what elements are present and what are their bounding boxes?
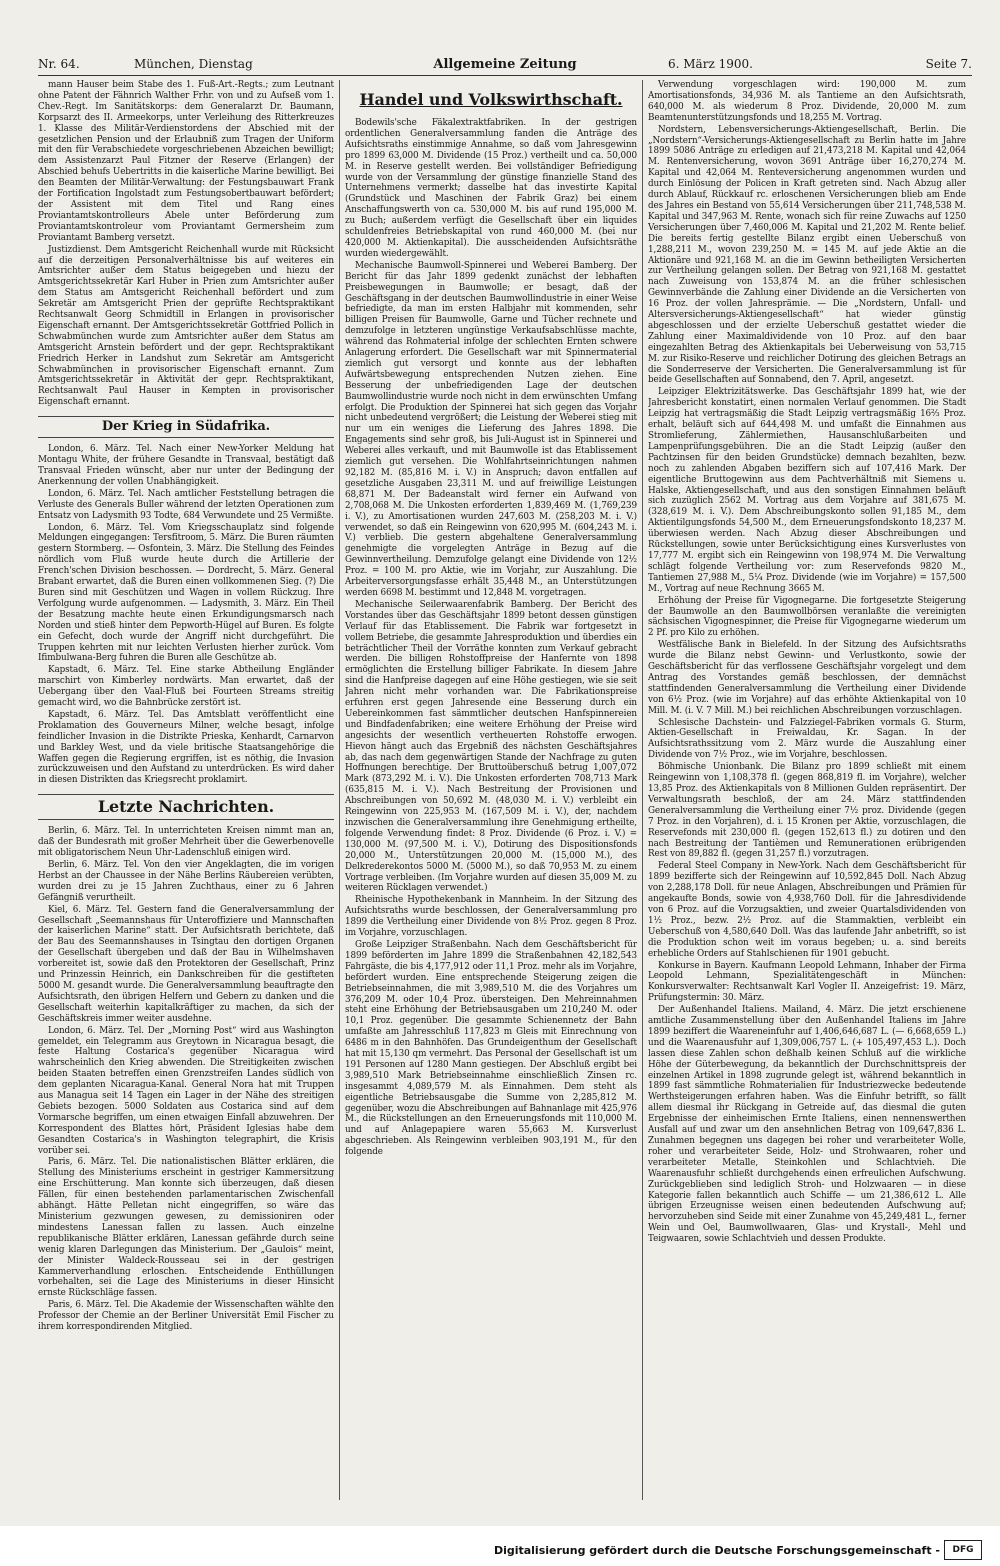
issue-date: 6. März 1900. xyxy=(668,57,753,71)
news-item: Böhmische Unionbank. Die Bilanz pro 1899 schließt mit einem Reingewinn von 1,108,378 fl. (gegen 868,819 fl. im Vorjahre), welcher 13,85 Proz. des Aktienkapitals von 8 Millionen Gulden repräsentirt. Der Verwaltungsrath beschloß, der am 24. März stattfindenden Generalversammlung die Vertheilung einer 7½ proz. Dividende (gegen 7 Proz. in den Vorjahren), d. i. 15 Kronen per Aktie, vorzuschlagen, die Reservefonds mit 230,000 fl. (gegen 152,613 fl.) zu dotiren und den nach Bestreitung der Tantièmen und Remunerationen erübrigenden Rest von 89,882 fl. (gegen 31,257 fl.) vorzutragen. xyxy=(648,762,966,860)
dfg-logo: DFG xyxy=(944,1540,982,1560)
news-item: London, 6. März. Tel. Der „Morning Post“ wird aus Washington gemeldet, ein Telegramm aus Greytown in Nicaragua besagt, die feste Haltung Costarica's gegenüber Nicaragua wird wahrscheinlich den Krieg abwenden. Die Streitigkeiten zwischen beiden Staaten betreffen einen Grenzstreifen Landes südlich von dem geplanten Nicaragua-Kanal. General Nora hat mit Truppen aus Managua seit 14 Tagen ein Lager in der Nähe des streitigen Gebiets bezogen. 5000 Soldaten aus Costarica sind auf dem Vormarsche begriffen, um einen etwaigen Einfall abzuwehren. Der Korrespondent des Blattes hört, Präsident Iglesias habe dem Gesandten Costarica's in Washington telegraphirt, die Krisis vorüber sei. xyxy=(38,1025,334,1156)
column-1 xyxy=(38,80,334,1500)
section-heading-letzte: Letzte Nachrichten. xyxy=(38,794,334,820)
news-item: Schlesische Dachstein- und Falzziegel-Fabriken vormals G. Sturm, Aktien-Gesellschaft in Freiwaldau, Kr. Sagan. In der Aufsichtsrathssitzung vom 2. März wurde die Auszahlung einer Dividende von 7½ Proz., wie im Vorjahre, beschlossen. xyxy=(648,717,966,761)
news-item: Erhöhung der Preise für Vigognegarne. Die fortgesetzte Steigerung der Baumwolle an den Baumwollbörsen veranlaßte die vereinigten sächsischen Vigognespinner, die Preise für Vigognegarne wiederum um 2 Pf. pro Kilo zu erhöhen. xyxy=(648,595,966,639)
news-item: Paris, 6. März. Tel. Die Akademie der Wissenschaften wählte den Professor der Chemie an der Berliner Universität Emil Fischer zu ihrem korrespondirenden Mitglied. xyxy=(38,1300,334,1333)
digitization-footer xyxy=(0,1526,1000,1566)
page-header xyxy=(38,55,972,76)
news-item: Große Leipziger Straßenbahn. Nach dem Geschäftsbericht für 1899 beförderten im Jahre 1899 die Straßenbahnen 42,182,543 Fahrgäste, die bis 4,177,912 oder 11,1 Proz. mehr als im Vorjahre, befördert wurden. Eine entsprechende Steigerung zeigen die Betriebseinnahmen, die mit 3,989,510 M. die des Vorjahres um 376,209 M. oder 10,4 Proz. übersteigen. Den Mehreinnahmen steht eine Erhöhung der Betriebsausgaben um 210,240 M. oder 10,1 Proz. gegenüber. Die gesammte Schienennetz der Bahn umfaßte am Jahresschluß 117,823 m Gleis mit Einrechnung von 6486 m in den Bahnhöfen. Das Grundeigenthum der Gesellschaft hat mit 15,130 qm vermehrt. Das Personal der Gesellschaft ist um 191 Personen auf 1280 Mann gestiegen. Der Abschluß ergibt bei 3,989,510 Mark Betriebseinnahme einschließlich Zinsen rc. insgesammt 4,089,579 M. als Einnahmen. Dem steht als eigentliche Betriebsausgabe die Summe von 2,285,812 M. gegenüber, wozu die Abschreibungen auf Bahnanlage mit 425,976 M., die Rückstellungen an den Erneuerungsfonds mit 110,000 M. und auf Anlagepapiere waren 55,663 M. Kursverlust abgeschrieben. Als Reingewinn verbleiben 903,191 M., für den folgende xyxy=(345,939,637,1158)
article-paragraph: mann Hauser beim Stabe des 1. Fuß-Art.-Regts.; zum Leutnant ohne Patent der Fähnrich Walther Frhr. von und zu Aufseß vom 1. Chev.-Regt. Im Sanitätskorps: dem Generalarzt Dr. Baumann, Korpsarzt des II. Armeekorps, unter Verleihung des Ritterkreuzes 1. Klasse des Militär-Verdienstordens der Abschied mit der gesetzlichen Pension und der Erlaubniß zum Tragen der Uniform mit den für Verabschiedete vorgeschriebenen Abzeichen bewilligt; dem Assistenzarzt Paul Fitzner der Reserve (Erlangen) der Abschied behufs Uebertritts in die kaiserliche Marine bewilligt. Bei den Beamten der Militär-Verwaltung: der Festungsbauwart Frank der Fortification Ingolstadt zum Festungsobertbauwart befördert; der Assistent mit dem Titel und Rang eines Proviantamtskontrolleurs Abele unter Beförderung zum Proviantamtskontroleur vom Proviantamt Germersheim zum Proviantamt Bamberg versetzt. xyxy=(38,80,334,243)
column-2 xyxy=(345,80,637,1500)
news-item: Federal Steel Company in New-York. Nach dem Geschäftsbericht für 1899 bezifferte sich der Reingewinn auf 10,592,845 Doll. Nach Abzug von 2,288,178 Doll. für neue Anlagen, Abschreibungen und Prämien für angekaufte Bonds, sowie von 4,938,760 Doll. für die Jahresdividende von 6 Proz. auf die Vorzugsaktien, und zweier Quartalsdividenden von 1½ Proz., bezw. 2½ Proz. auf die Stammaktien, verbleibt ein Ueberschuß von 4,580,640 Doll. Was das laufende Jahr anbetrifft, so ist die Produktion schon weit im voraus begeben; u. a. sind bereits erhebliche Orders auf Stahlschienen für 1901 gebucht. xyxy=(648,861,966,959)
news-item: Bodewils'sche Fäkalextraktfabriken. In der gestrigen ordentlichen Generalversammlung fanden die Anträge des Aufsichtsraths einstimmige Annahme, so daß vom Jahresgewinn pro 1899 63,000 M. Dividende (15 Proz.) vertheilt und ca. 50,000 M. in Reserve gestellt werden. Bei vollständiger Befriedigung wurde von der Versammlung der günstige finanzielle Stand des Unternehmens vermerkt; dasselbe hat das investirte Kapital (Grundstück und Maschinen der Fabrik Graz) bei einem Anschaffungswerth von ca. 530,000 M. bis auf rund 195,000 M. zu Buch; außerdem verfügt die Gesellschaft über ein liquides schuldenfreies Betriebskapital von rund 460,000 M. (bei nur 420,000 M. Aktienkapital). Die ausscheidenden Aufsichtsräthe wurden wiedergewählt. xyxy=(345,118,637,259)
news-item: Kapstadt, 6. März. Tel. Das Amtsblatt veröffentlicht eine Proklamation des Gouverneurs Milner, welche besagt, infolge feindlicher Invasion in die Distrikte Prieska, Kenhardt, Carnarvon und Barkley West, und da viele britische Staatsangehörige die Waffen gegen die Regierung ergriffen, ist es nöthig, die Invasion zurückzuweisen und den Aufstand zu unterdrücken. Es wird daher in diesen Distrikten das Kriegsrecht proklamirt. xyxy=(38,709,334,786)
news-item: London, 6. März. Tel. Nach amtlicher Feststellung betragen die Verluste des Generals Buller während der letzten Operationen zum Entsatz von Ladysmith 93 Todte, 684 Verwundete und 25 Vermißte. xyxy=(38,488,334,521)
news-item: Kiel, 6. März. Tel. Gestern fand die Generalversammlung der Gesellschaft „Seemannshaus für Unteroffiziere und Mannschaften der kaiserlichen Marine“ statt. Der Aufsichtsrath berichtete, daß der Bau des Seemannshauses in Tsingtau den dortigen Organen der Gesellschaft übergeben und daß der Bau in Wilhelmshaven vorbereitet ist, sowie daß den Protektoren der Gesellschaft, Prinz und Prinzessin Heinrich, ein Dankschreiben für die gestifteten 5000 M. gesandt wurde. Die Generalversammlung beauftragte den Aufsichtsrath, den übrigen Helfern und Gebern zu danken und die Gesellschaft weiterhin kapitalkräftiger zu machen, da sich der Geschäftskreis immer weiter ausdehne. xyxy=(38,904,334,1024)
news-item: Paris, 6. März. Tel. Die nationalistischen Blätter erklären, die Stellung des Ministeriums erscheint in gestriger Kammersitzung eine Erschütterung. Man konnte sich überzeugen, daß diesen Fällen, für einen bestehenden parlamentarischen Zwischenfall abhängt. Hätte Pelletan nicht eingegriffen, so wäre das Ministerium gezwungen gewesen, zu demissioniren oder mindestens Lanessan fallen zu lassen. Auch einzelne republikanische Blätter erklären, Lanessan gefährde durch seine wenig klaren Darlegungen das Ministerium. Der „Gaulois“ meint, der Minister Waldeck-Rousseau sei in der gestrigen Kammerverhandlung erloschen. Entscheidende Enthüllungen vorbehalten, sei die Lage des Ministeriums in dieser Hinsicht ernste Rückschläge fassen. xyxy=(38,1157,334,1299)
news-item: Der Außenhandel Italiens. Mailand, 4. März. Die jetzt erschienene amtliche Zusammenstellung über den Außenhandel Italiens im Jahre 1899 beziffert die Waareneinfuhr auf 1,406,646,687 L. (— 6,668,659 L.) und die Waarenausfuhr auf 1,309,006,757 L. (+ 105,497,453 L.). Doch lassen diese Zahlen schon deßhalb keinen Schluß auf die wirkliche Höhe der Güterbewegung, da bekanntlich der Durchschnittspreis der einzelnen Artikel in 1898 zugrunde gelegt ist, während bekanntlich in 1899 fast sämmtliche Rohmaterialien für Industriezwecke bedeutende Werthsteigerungen erfahren haben. Was die Einfuhr betrifft, so fällt allem diesmal ihr Rückgang in Getreide auf, das diesmal die guten Ergebnisse der einheimischen Ernte Italiens, einen nennenswerthen Ausfall auf und zwar um den ansehnlichen Betrag von 109,647,836 L. Zunahmen begegnen uns dagegen bei roher und verarbeiteter Wolle, roher und verarbeiteter Seide, Holz- und Strohwaaren, roher und verarbeiteter Metalle, Steinkohlen und Schlachtvieh. Die Waarenausfuhr schließt durchgehends einen erfreulichen Aufschwung. Zurückgeblieben sind lediglich Stroh- und Holzwaaren — in diese Kategorie fallen bekanntlich auch Schiffe — um 21,386,612 L. Alle übrigen Erzeugnisse weisen einen bedeutenden Aufschwung auf; hervorzuheben sind Seide mit einer Zunahme von 45,249,481 L., ferner Wein und Oel, Baumwollwaaren, Glas- und Krystall-, Mehl und Teigwaaren, sowie Schlachtvieh und dessen Produkte. xyxy=(648,1005,966,1245)
issue-number: Nr. 64. xyxy=(38,57,80,71)
article-paragraph: Justizdienst. Dem Amtsgericht Reichenhall wurde mit Rücksicht auf die derzeitigen Personalverhältnisse bis auf weiteres ein Amtsrichter außer dem Status beigegeben und hiezu der Amtsgerichtssekretär Karl Huber in Prien zum Amtsrichter außer dem Status am Amtsgericht Reichenhall befördert und zum Sekretär am Amtsgericht Prien der geprüfte Rechtspraktikant Rechtsanwalt Georg Schmidtill in Erlangen in provisorischer Eigenschaft ernannt. Der Amtsgerichtssekretär Gottfried Pollich in Schwabmünchen wurde zum Amtsrichter außer dem Status am Amtsgericht Arnstein befördert und der gepr. Rechtspraktikant Friedrich Herker in Landshut zum Sekretär am Amtsgericht Schwabmünchen in provisorischer Eigenschaft ernannt. Zum Amtsgerichtssekretär in Aktivität der gepr. Rechtspraktikant, Rechtsanwalt Paul Hauser in Kempten in provisorischer Eigenschaft ernannt. xyxy=(38,244,334,408)
news-item: Berlin, 6. März. Tel. In unterrichteten Kreisen nimmt man an, daß der Bundesrath mit großer Mehrheit über die Gewerbenovelle mit obligatorischem Neun Uhr-Ladenschluß einigen wird. xyxy=(38,826,334,859)
news-item: Kapstadt, 6. März. Tel. Eine starke Abtheilung Engländer marschirt von Kimberley nordwärts. Man erwartet, daß der Uebergang über den Vaal-Fluß bei Fourteen Streams streitig gemacht wird, wo die Bahnbrücke zerstört ist. xyxy=(38,665,334,709)
news-item: Mechanische Seilerwaarenfabrik Bamberg. Der Bericht des Vorstandes über das Geschäftsjahr 1899 betont dessen günstigen Verlauf für das Etablissement. Die Fabrik war fortgesetzt in vollem Betriebe, die gesammte Jahresproduktion und überdies ein beträchtlicher Theil der Vorräthe konnten zum Verkauf gebracht werden. Die billigen Rohstoffpreise der Hanfernte von 1898 ermöglichten die Erstellung billiger Fabrikate. In diesem Jahre sind die Hanfpreise dagegen auf eine Höhe gestiegen, wie sie seit Jahren nicht mehr vorhanden war. Die Fabrikationspreise erfuhren erst gegen Jahresende eine Besserung durch ein Uebereinkommen fast sämmtlicher deutschen Hanfspinnereien und Bindfadenfabriken; eine weitere Erhöhung der Preise wird angesichts der wesentlich vertheuerten Rohstoffe erwogen. Hievon hängt auch das Ergebniß des nächsten Geschäftsjahres ab, das nach dem gegenwärtigen Stande der Nachfrage zu guten Hoffnungen berechtige. Der Bruttoüberschuß betrug 1,007,072 Mark (873,292 M. i. V.). Die Unkosten erforderten 708,713 Mark (635,815 M. i. V.). Nach Bestreitung der Provisionen und Abschreibungen von 50,692 M. (48,030 M. i. V.) verbleibt ein Reingewinn von 225,953 M. (167,509 M. i. V.), der, nachdem inzwischen die Generalversammlung ihre Genehmigung ertheilte, folgende Verwendung findet: 8 Proz. Dividende (6 Proz. i. V.) = 130,000 M. (97,500 M. i. V.), Dotirung des Dispositionsfonds 20,000 M., Unterstützungen 20,000 M. (15,000 M.), des Delkrederekontos 5000 M. (5000 M.), so daß 70,953 M. zu einem Vortrage verbleiben. (Im Vorjahre wurden auf diesen 35,009 M. zu weiteren Rücklagen verwendet.) xyxy=(345,599,637,894)
news-item: Nordstern, Lebensversicherungs-Aktiengesellschaft, Berlin. Die „Nordstern“-Versicherungs-Aktiengesellschaft zu Berlin hatte im Jahre 1899 5086 Anträge zu erledigen auf 21,473,218 M. Kapital und 42,064 M. Rentenversicherung, wovon 3691 Anträge über 16,270,274 M. Kapital und 42,064 M. Renteversicherung angenommen wurden und durch Einlösung der Policen in Kraft getreten sind. Nach Abzug aller durch Ablauf, Rückkauf rc. erloschenen Versicherungen blieb am Ende des Jahres ein Bestand von 55,614 Versicherungen über 211,748,538 M. Kapital und 347,963 M. Rente, wonach sich für reine Zuwachs auf 1250 Versicherungen über 7,460,006 M. Kapital und 21,202 M. Rente belief. Die bereits fertig gestellte Bilanz ergibt einen Ueberschuß von 1,288,211 M., wovon 239,250 M. = 145 M. auf jede Aktie an die Aktionäre und 921,168 M. an die im Gewinn betheiligten Versicherten zur Vertheilung gelangen sollen. Der Betrag von 921,168 M. gestattet nach Zuweisung von 153,874 M. an die früher schlesischen Gewinnverbände die Zahlung einer Dividende an die Versicherten von 16 Proz. der vollen Jahresprämie. — Die „Nordstern, Unfall- und Altersversicherungs-Aktiengesellschaft“ hat wieder günstig abgeschlossen und der erzielte Ueberschuß gestattet wieder die Zahlung einer Maximaldividende von 10 Proz. auf den baar eingezahlten Betrag des Aktienkapitals bei Ueberweisung von 53,715 M. zur Risiko-Reserve und reichlicher Dotirung des gleichen Betrags an die Sonderreserve der Versicherten. Die Generalversammlung ist für beide Gesellschaften auf Sonnabend, den 7. April, angesetzt. xyxy=(648,124,966,386)
section-heading-handel: Handel und Volkswirthschaft. xyxy=(359,90,623,109)
section-heading-krieg: Der Krieg in Südafrika. xyxy=(38,416,334,438)
column-rule xyxy=(642,80,643,1500)
place-day: München, Dienstag xyxy=(134,57,253,71)
news-item: Leipziger Elektrizitätswerke. Das Geschäftsjahr 1899 hat, wie der Jahresbericht konstatirt, einen normalen Verlauf genommen. Die Stadt Leipzig hat vertragsmäßig die Stadt Leipzig vertragsmäßig 16⅔ Proz. erhalt, beläuft sich auf 644,498 M. und umfaßt die Einnahmen aus Stromlieferung, Zählermiethen, Hausanschlußarbeiten und Lampenprüfungsgebühren. Die an die Stadt Leipzig (außer den Pachtzinsen für den beiden Grundstücke) demnach bezahlten, bezw. noch zu zahlenden Abgaben beziffern sich auf 107,416 Mark. Der eigentliche Bruttogewinn aus dem Pachtverhältniß mit Siemens u. Halske, Aktiengesellschaft, und aus den sonstigen Einnahmen beläuft sich zuzüglich 2562 M. Vortrag aus dem Vorjahre auf 381,675 M. (328,619 M. i. V.). Dem Abschreibungskonto sollen 91,185 M., dem Aktientilgungsfonds 54,500 M., dem Erneuerungsfondskonto 18,237 M. überwiesen werden. Nach Abzug dieser Abschreibungen und Rückstellungen, sowie unter Berücksichtigung eines Kursverlustes von 17,777 M. ergibt sich ein Reingewinn von 198,974 M. Die Verwaltung schlägt folgende Vertheilung vor: zum Reservefonds 9820 M., Tantiemen 27,988 M., 5¼ Proz. Dividende (wie im Vorjahre) = 157,500 M., Vortrag auf neue Rechnung 3665 M. xyxy=(648,387,966,594)
column-3 xyxy=(648,80,966,1500)
news-item: Konkurse in Bayern. Kaufmann Leopold Lehmann, Inhaber der Firma Leopold Lehmann, Spezialitätengeschäft in München: Konkursverwalter: Rechtsanwalt Karl Vogler II. Anzeigefrist: 19. März, Prüfungstermin: 30. März. xyxy=(648,960,966,1004)
news-item: Berlin, 6. März. Tel. Von den vier Angeklagten, die im vorigen Herbst an der Chaussee in der Nähe Berlins Räubereien verübten, wurden drei zu je 15 Jahren Zuchthaus, einer zu 6 Jahren Gefängniß verurtheilt. xyxy=(38,860,334,903)
footer-credit: Digitalisierung gefördert durch die Deutsche Forschungsgemeinschaft - xyxy=(493,1544,940,1557)
news-item: Rheinische Hypothekenbank in Mannheim. In der Sitzung des Aufsichtsraths wurde beschlossen, der Generalversammlung pro 1899 die Vertheilung einer Dividende von 8½ Proz. gegen 8 Proz. im Vorjahre, vorzuschlagen. xyxy=(345,895,637,939)
news-item: Verwendung vorgeschlagen wird: 190,000 M. zum Amortisationsfonds, 34,936 M. als Tantieme an den Aufsichtsrath, 640,000 M. als wiederum 8 Proz. Dividende, 20,000 M. zum Beamtenunterstützungsfonds und 18,255 M. Vortrag. xyxy=(648,80,966,123)
news-item: Mechanische Baumwoll-Spinnerei und Weberei Bamberg. Der Bericht für das Jahr 1899 gedenkt zunächst der lebhaften Preisbewegungen in Baumwolle; er besagt, daß der Geschäftsgang in der deutschen Baumwollindustrie in einer Weise befriedigte, da man im ersten Halbjahr mit kommenden, sehr billigen Preisen für Baumwolle, Garne und Tücher rechnete und demzufolge in letzteren ungünstige Verkaufsabschlüsse machte, während das Rohmaterial infolge der schlechten Ernten schwere Anlagerung erfordert. Die Gesellschaft war mit Spinnermaterial ziemlich gut versorgt und konnte aus der lebhaften Aufwärtsbewegung entsprechenden Nutzen ziehen. Eine Besserung der unbefriedigenden Lage der deutschen Baumwollindustrie wurde noch nicht in dem erwünschten Umfang erfolgt. Die Produktion der Spinnerei hat sich gegen das Vorjahr nicht unbedeutend vergrößert; die Leistung der Weberei stieg mit nur um ein weniges die Lieferung des Jahres 1898. Die Engagements sind sehr groß, bis Juli-August ist in Spinnerei und Weberei alles verkauft, und mit Baumwolle ist das Etablissement ziemlich gut versehen. Die Wohlfahrtseinrichtungen nahmen 92,182 M. (85,816 M. i. V.) in Anspruch; davon entfallen auf gesetzliche Ausgaben 23,311 M. und auf freiwillige Leistungen 68,871 M. Der Badeanstalt wird ferner ein Aufwand von 2,708,068 M. Die Unkosten erforderten 1,839,469 M. (1,769,239 i. V.), zu Amortisationen wurden 247,603 M. (258,203 M. i. V.) verwendet, so daß ein Reingewinn von 620,995 M. (604,243 M. i. V.) verblieb. Die gestern abgehaltene Generalversammlung genehmigte die vorgelegten Anträge in Bezug auf die Gewinnvertheilung. Demzufolge gelangt eine Dividende von 12½ Proz. = 100 M. pro Aktie, wie im Vorjahr, zur Auszahlung. Die Arbeiterversorgungsfasse erhält 35,448 M., an Unterstützungen werden 6698 M. bestimmt und 12,848 M. vorgetragen. xyxy=(345,260,637,598)
news-item: Westfälische Bank in Bielefeld. In der Sitzung des Aufsichtsraths wurde die Bilanz nebst Gewinn- und Verlustkonto, sowie der Geschäftsbericht für das verflossene Geschäftsjahr vorgelegt und dem Antrag des Vorstandes gemäß beschlossen, der demnächst stattfindenden Generalversammlung die Vertheilung einer Dividende von 6½ Proz. (wie im Vorjahre) auf das erhöhte Aktienkapital von 10 Mill. M. (i. V. 7 Mill. M.) bei reichlichen Abschreibungen vorzuschlagen. xyxy=(648,640,966,716)
news-item: London, 6. März. Tel. Nach einer New-Yorker Meldung hat Montagu White, der frühere Gesandte in Transvaal, bestätigt daß Transvaal Frieden wünscht, aber nur unter der Bedingung der Anerkennung der vollen Unabhängigkeit. xyxy=(38,444,334,487)
newspaper-title: Allgemeine Zeitung xyxy=(433,57,577,72)
news-item: London, 6. März. Tel. Vom Kriegsschauplatz sind folgende Meldungen eingegangen: Tersfitroom, 5. März. Die Buren räumten gestern Stormberg. — Osfontein, 3. März. Die Stellung des Feindes nördlich vom Fluß wurde heute durch die Artillerie der French'schen Division beschossen. — Dordrecht, 5. März. General Brabant erwartet, daß die Buren einen vollkommenen Sieg. (?) Die Buren sind mit Geschützen und Wagen in vollem Rückzug. Ihre Verfolgung wurde aufgenommen. — Ladysmith, 3. März. Ein Theil der Besatzung machte heute einen Erkundigungsmarsch nach Norden und stieß hinter dem Pepworth-Hügel auf Buren. Es folgte ein Gefecht, doch wurde der Angriff nicht durchgeführt. Die Truppen kehrten mit nur leichten Verlusten hierher zurück. Vom Ifimbulwana-Berg fuhren die Buren alle Geschütze ab. xyxy=(38,522,334,664)
column-rule xyxy=(339,80,340,1500)
page-number: Seite 7. xyxy=(925,57,972,71)
